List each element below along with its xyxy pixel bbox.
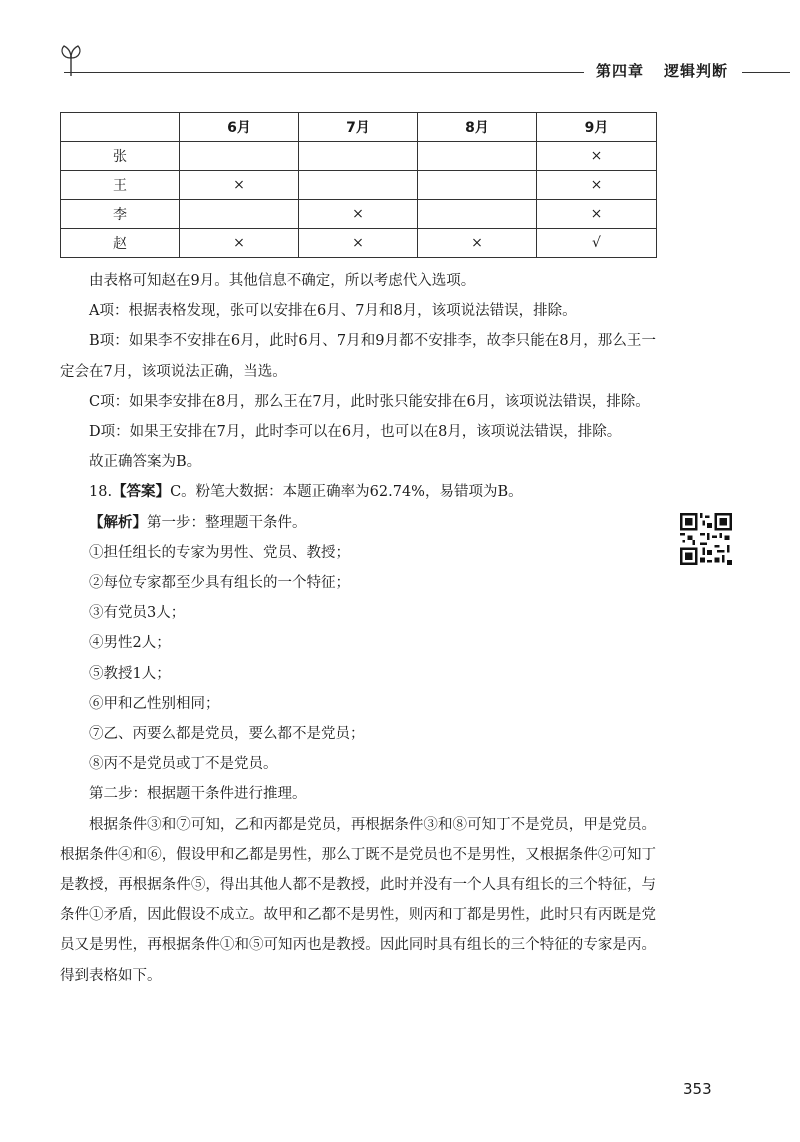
step-two: 第二步：根据题干条件进行推理。 [89,786,307,803]
option-d-paragraph: D项：如果王安排在7月，此时李可以在6月，也可以在8月，该项说法错误，排除。 [89,424,622,441]
condition-item: ④男性2人； [89,635,171,652]
table-cell: × [299,200,418,229]
page-number: 353 [683,1080,712,1098]
table-header-cell: 8月 [418,113,537,142]
table-row [61,200,657,229]
table-cell: × [537,142,657,171]
answer-text: C。粉笔大数据：本题正确率为62.74%，易错项为B。 [170,484,523,501]
analysis-line [60,508,656,538]
answer-conclusion: 故正确答案为B。 [89,454,202,471]
table-cell [180,142,299,171]
table-cell: × [537,200,657,229]
condition-item: ⑤教授1人； [89,665,171,682]
question-number: 18. [89,484,113,501]
row-name: 赵 [61,229,180,258]
analysis-text: 第一步：整理题干条件。 [147,514,307,531]
table-header-cell: 9月 [537,113,657,142]
table-cell: × [180,229,299,258]
answer-label: 【答案】 [112,483,171,501]
chapter-label: 第四章 [596,62,645,80]
answer-line [60,477,656,507]
header-rule-tail [742,72,790,73]
qr-code-icon [680,513,732,565]
explanation-body [60,266,656,991]
row-name: 李 [61,200,180,229]
header-rule [64,72,584,73]
table-cell [299,171,418,200]
table-header-cell: 6月 [180,113,299,142]
schedule-table [60,112,657,258]
table-cell: × [537,171,657,200]
section-label: 逻辑判断 [664,62,729,80]
condition-item: ⑦乙、丙要么都是党员，要么都不是党员； [89,726,365,743]
table-cell [418,171,537,200]
row-name: 张 [61,142,180,171]
table-header-cell [61,113,180,142]
table-row [61,142,657,171]
option-b-paragraph: B项：如果李不安排在6月，此时6月、7月和9月都不安排李，故李只能在8月，那么王一定会在7月，该项说法正确，当选。 [60,333,656,380]
row-name: 王 [61,171,180,200]
table-cell [418,200,537,229]
table-row [61,171,657,200]
paragraph: 由表格可知赵在9月。其他信息不确定，所以考虑代入选项。 [89,273,476,289]
table-cell: × [418,229,537,258]
condition-item: ⑧丙不是党员或丁不是党员。 [89,756,278,773]
option-a-paragraph: A项：根据表格发现，张可以安排在6月、7月和8月，该项说法错误，排除。 [89,303,577,320]
condition-item: ②每位专家都至少具有组长的一个特征； [89,575,350,592]
table-cell [418,142,537,171]
table-header-cell: 7月 [299,113,418,142]
table-cell: × [299,229,418,258]
table-cell [180,200,299,229]
condition-item: ①担任组长的专家为男性、党员、教授； [89,544,350,561]
condition-item: ⑥甲和乙性别相同； [89,695,220,712]
table-header-row [61,113,657,142]
table-cell: √ [537,229,657,258]
table-cell: × [180,171,299,200]
analysis-label: 【解析】 [89,513,147,531]
chapter-header [596,60,728,81]
condition-item: ③有党员3人； [89,605,186,622]
table-cell [299,142,418,171]
reasoning-paragraph: 根据条件③和⑦可知，乙和丙都是党员，再根据条件③和⑧可知丁不是党员，甲是党员。根据条件④和⑥，假设甲和乙都是男性，那么丁既不是党员也不是男性，又根据条件②可知丁是教授，再根据条件⑤，得出其他人都不是教授，此时并没有一个人具有组长的三个特征，与条件①矛盾，因此假设不成立。故甲和乙都不是男性，则丙和丁都是男性，此时只有丙既是党员又是男性，再根据条件①和⑤可知丙也是教授。因此同时具有组长的三个特征的专家是丙。得到表格如下。 [60,816,656,984]
option-c-paragraph: C项：如果李安排在8月，那么王在7月，此时张只能安排在6月，该项说法错误，排除。 [89,393,650,410]
table-row [61,229,657,258]
